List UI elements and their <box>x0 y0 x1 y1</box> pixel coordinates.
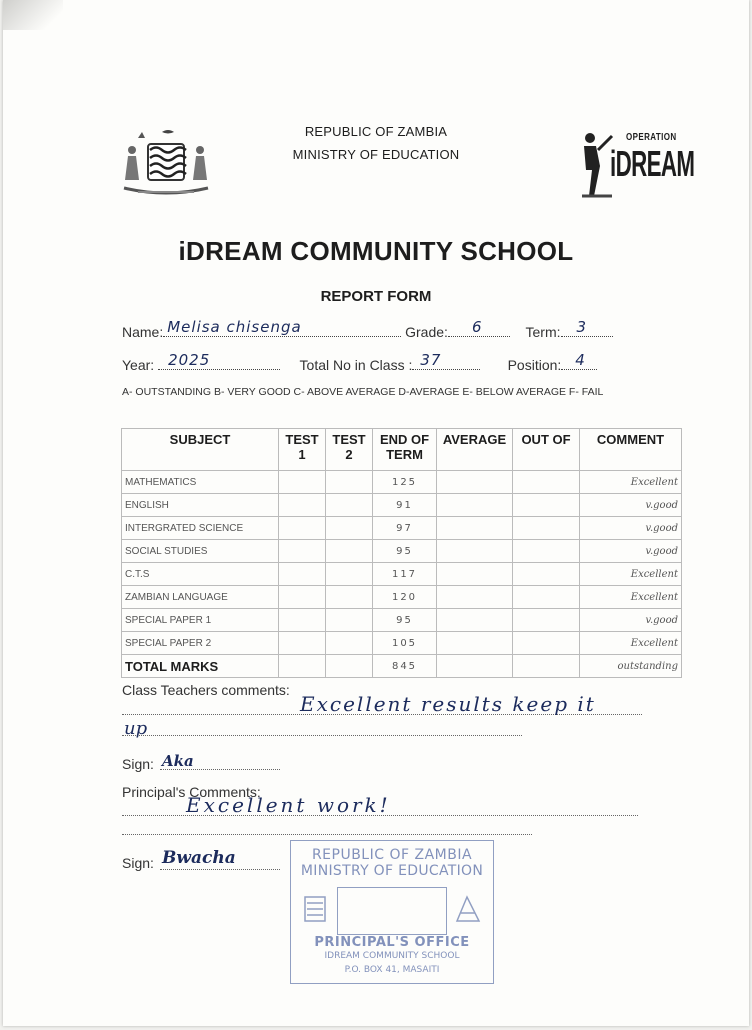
end-of-term-cell: 95 <box>373 540 437 563</box>
teacher-comments-label: Class Teachers comments: <box>122 682 290 698</box>
grade-label: Grade: <box>405 324 448 340</box>
position-label: Position: <box>507 357 562 373</box>
total-row <box>122 655 682 678</box>
end-of-term-cell: 95 <box>373 609 437 632</box>
zambia-coat-of-arms-icon <box>118 128 214 202</box>
term-label: Term: <box>525 324 561 340</box>
subject-cell: SOCIAL STUDIES <box>122 540 279 563</box>
table-row <box>122 517 682 540</box>
name-label: Name: <box>122 324 164 340</box>
col-comment: COMMENT <box>580 429 682 471</box>
grade-legend: A- OUTSTANDING B- VERY GOOD C- ABOVE AVERAGE D-AVERAGE E- BELOW AVERAGE F- FAIL <box>122 386 604 398</box>
stamp-crest-icon <box>301 891 329 927</box>
table-row <box>122 540 682 563</box>
scan-shadow <box>3 0 63 30</box>
end-of-term-cell: 97 <box>373 517 437 540</box>
col-out-of: OUT OF <box>513 429 580 471</box>
stamp-emblem-icon <box>453 891 483 927</box>
logo-text-operation: OPERATION <box>626 132 677 143</box>
col-average: AVERAGE <box>437 429 513 471</box>
comment-cell: Excellent <box>580 632 682 655</box>
name-value: Melisa chisenga <box>167 318 302 336</box>
principal-comments-label: Principal's Comments: <box>122 784 261 800</box>
comment-cell: v.good <box>580 494 682 517</box>
stamp-address: P.O. BOX 41, MASAITI <box>344 965 440 975</box>
teacher-signature: Aka <box>162 752 194 770</box>
comment-cell: Excellent <box>580 586 682 609</box>
table-row <box>122 494 682 517</box>
end-of-term-cell: 125 <box>373 471 437 494</box>
stamp-office: PRINCIPAL'S OFFICE <box>314 935 470 950</box>
stamp-date-box <box>337 887 447 935</box>
position-value: 4 <box>575 351 586 369</box>
class-label: Total No in Class : <box>299 357 413 373</box>
subject-cell: ENGLISH <box>122 494 279 517</box>
name-grade-term-line <box>122 318 613 340</box>
logo-text-idream: iDREAM <box>610 143 695 184</box>
comment-cell: v.good <box>580 609 682 632</box>
end-of-term-cell: 117 <box>373 563 437 586</box>
subject-cell: MATHEMATICS <box>122 471 279 494</box>
comment-cell: v.good <box>580 517 682 540</box>
table-row <box>122 563 682 586</box>
total-value: 845 <box>373 655 437 678</box>
table-row <box>122 609 682 632</box>
stamp-school: IDREAM COMMUNITY SCHOOL <box>324 951 460 961</box>
comment-cell: Excellent <box>580 471 682 494</box>
term-value: 3 <box>576 318 588 336</box>
stamp-ministry: MINISTRY OF EDUCATION <box>300 863 484 879</box>
end-of-term-cell: 91 <box>373 494 437 517</box>
grade-value: 6 <box>471 318 483 336</box>
table-row <box>122 586 682 609</box>
subject-cell: SPECIAL PAPER 1 <box>122 609 279 632</box>
col-end-of-term: END OF TERM <box>373 429 437 471</box>
principal-comment-line-2 <box>122 834 532 835</box>
grades-table <box>121 428 682 678</box>
col-subject: SUBJECT <box>122 429 279 471</box>
table-header-row <box>122 429 682 471</box>
teacher-sign-label: Sign: <box>122 756 154 772</box>
table-row <box>122 471 682 494</box>
subject-cell: INTERGRATED SCIENCE <box>122 517 279 540</box>
principal-signature: Bwacha <box>162 848 236 868</box>
comment-cell: Excellent <box>580 563 682 586</box>
form-title: REPORT FORM <box>320 288 432 305</box>
header-republic: REPUBLIC OF ZAMBIA <box>304 124 448 139</box>
teacher-comment-line-2 <box>122 735 522 736</box>
principal-office-stamp <box>290 840 494 984</box>
total-label: TOTAL MARKS <box>122 655 279 678</box>
principal-sign-label: Sign: <box>122 855 154 871</box>
teacher-comment-text-2: up <box>124 718 148 739</box>
end-of-term-cell: 105 <box>373 632 437 655</box>
stamp-republic: REPUBLIC OF ZAMBIA <box>311 847 473 863</box>
year-label: Year: <box>122 357 155 373</box>
school-name: iDREAM COMMUNITY SCHOOL <box>178 236 574 266</box>
year-class-position-line <box>122 351 597 373</box>
subject-cell: ZAMBIAN LANGUAGE <box>122 586 279 609</box>
table-row <box>122 632 682 655</box>
year-value: 2025 <box>168 351 211 369</box>
operation-idream-logo <box>576 128 695 200</box>
principal-sign-line <box>160 869 280 870</box>
col-test2: TEST 2 <box>326 429 373 471</box>
class-value: 37 <box>420 351 442 369</box>
total-comment: outstanding <box>580 655 682 678</box>
teacher-comment-text-1: Excellent results keep it <box>300 692 596 716</box>
comment-cell: v.good <box>580 540 682 563</box>
header-ministry: MINISTRY OF EDUCATION <box>292 147 460 162</box>
principal-comment-text: Excellent work! <box>186 793 391 817</box>
col-test1: TEST 1 <box>279 429 326 471</box>
subject-cell: SPECIAL PAPER 2 <box>122 632 279 655</box>
subject-cell: C.T.S <box>122 563 279 586</box>
end-of-term-cell: 120 <box>373 586 437 609</box>
